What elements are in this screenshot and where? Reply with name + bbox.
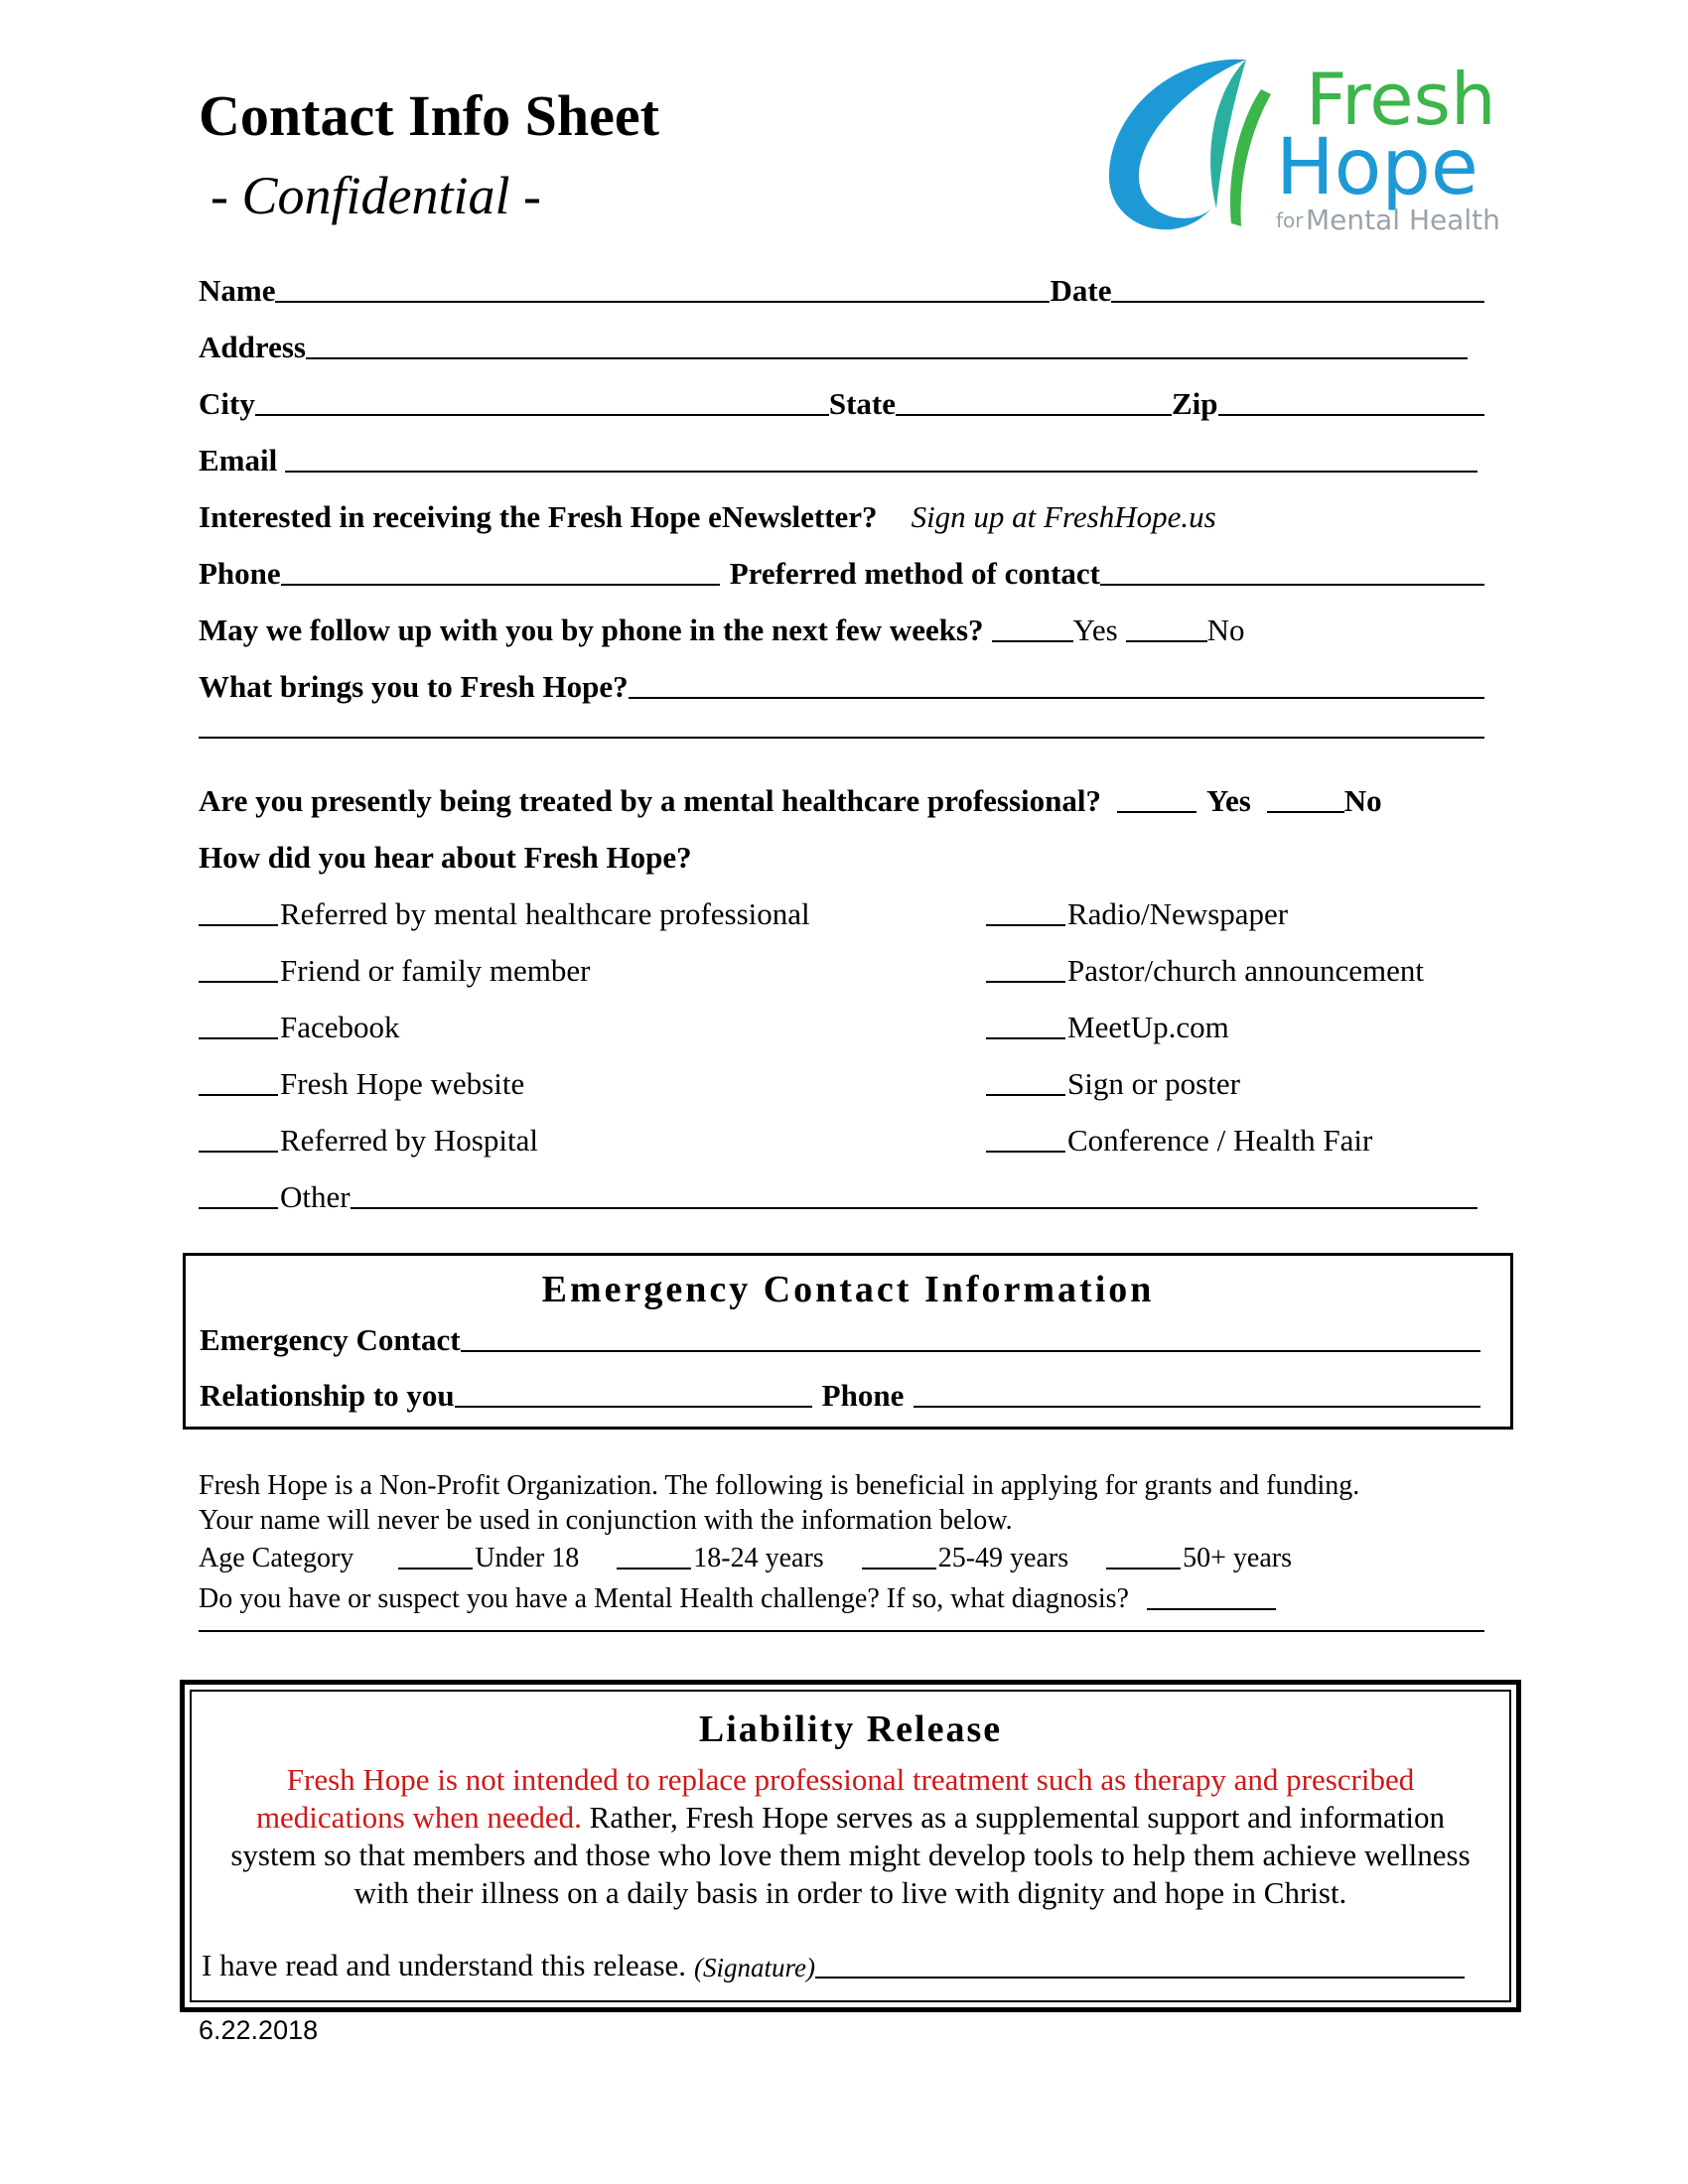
age-18-24-blank[interactable] <box>617 1568 691 1570</box>
hear-option-right-2 <box>986 954 1424 988</box>
emergency-relationship-row <box>200 1379 1480 1413</box>
age-category-label: Age Category <box>199 1543 354 1573</box>
liability-release-box <box>180 1680 1521 2012</box>
demographics-intro-2: Your name will never be used in conjunction with the information below. <box>199 1505 1013 1536</box>
hear-option-right-1 <box>986 897 1288 931</box>
hear-other-blank[interactable] <box>199 1207 278 1209</box>
logo-word-hope: Hope <box>1276 123 1478 212</box>
name-label: Name <box>199 273 276 308</box>
hear-option-right-4 <box>986 1067 1240 1101</box>
hear-option-blank[interactable] <box>199 1094 278 1096</box>
hear-option-blank[interactable] <box>986 1094 1065 1096</box>
treated-yes-blank[interactable] <box>1117 811 1196 813</box>
age-25-49-blank[interactable] <box>862 1568 936 1570</box>
hear-option-blank[interactable] <box>986 981 1065 983</box>
hear-option-label: Pastor/church announcement <box>1067 953 1424 988</box>
demographics-intro-1: Fresh Hope is a Non-Profit Organization. The following is beneficial in applying for grants and funding. <box>199 1470 1360 1501</box>
hear-option-label: MeetUp.com <box>1067 1010 1229 1044</box>
name-field[interactable] <box>275 301 1050 303</box>
diagnosis-question: Do you have or suspect you have a Mental Health challenge? If so, what diagnosis? <box>199 1583 1129 1614</box>
date-label: Date <box>1050 273 1112 308</box>
brings-row <box>199 670 1484 704</box>
revision-date: 6.22.2018 <box>199 2015 319 2045</box>
address-field[interactable] <box>306 357 1468 359</box>
hear-option-label: Conference / Health Fair <box>1067 1123 1373 1158</box>
hear-option-label: Friend or family member <box>280 953 591 988</box>
liability-heading: Liability Release <box>698 1708 1003 1750</box>
hear-option-left-3 <box>199 1011 400 1044</box>
hear-option-blank[interactable] <box>199 1151 278 1153</box>
diagnosis-field[interactable] <box>1147 1608 1276 1610</box>
hear-option-label: Radio/Newspaper <box>1067 896 1289 931</box>
hear-other-field[interactable] <box>351 1207 1477 1209</box>
diagnosis-row-2 <box>199 1630 1484 1637</box>
hear-option-left-2 <box>199 954 591 988</box>
brings-field-line-2[interactable] <box>199 737 1484 739</box>
city-state-zip-row <box>199 387 1484 421</box>
followup-question: May we follow up with you by phone in the next few weeks? <box>199 613 984 647</box>
age-category-row <box>199 1544 1292 1574</box>
hear-option-blank[interactable] <box>199 981 278 983</box>
emergency-phone-label: Phone <box>821 1378 905 1413</box>
emergency-contact-field[interactable] <box>461 1350 1480 1352</box>
emergency-heading: Emergency Contact Information <box>541 1269 1155 1310</box>
followup-yes-label: Yes <box>1072 613 1118 647</box>
liability-body-text: Rather, Fresh Hope serves as a supplemental support and information system so that members and those who love them might develop tools to help them achieve wellness with their illness on a daily basis in order to live with dignity and hope in Christ. <box>230 1800 1471 1910</box>
butterfly-icon <box>1097 50 1276 248</box>
phone-row <box>199 557 1484 591</box>
age-50-plus-blank[interactable] <box>1106 1568 1181 1570</box>
age-25-49-label: 25-49 years <box>937 1543 1069 1573</box>
emergency-contact-label: Emergency Contact <box>200 1322 461 1357</box>
page-title: Contact Info Sheet <box>199 83 659 148</box>
brings-field[interactable] <box>629 697 1484 699</box>
state-label: State <box>828 386 896 421</box>
state-field[interactable] <box>896 414 1172 416</box>
hear-option-left-1 <box>199 897 810 931</box>
relationship-label: Relationship to you <box>200 1378 455 1413</box>
email-label: Email <box>199 443 278 478</box>
diagnosis-row <box>199 1584 1276 1615</box>
emergency-phone-field[interactable] <box>914 1406 1480 1408</box>
hear-option-right-3 <box>986 1011 1229 1044</box>
newsletter-row <box>199 500 1484 534</box>
signature-label: (Signature) <box>694 1953 816 1982</box>
address-row <box>199 331 1468 364</box>
followup-no-label: No <box>1206 613 1245 647</box>
hear-option-label: Sign or poster <box>1067 1066 1240 1101</box>
brings-row-2 <box>199 737 1484 744</box>
hear-option-label: Referred by Hospital <box>280 1123 538 1158</box>
emergency-contact-row <box>200 1323 1480 1357</box>
fresh-hope-logo <box>1097 50 1500 248</box>
signature-field[interactable] <box>815 1977 1465 1979</box>
hear-option-label: Facebook <box>280 1010 400 1044</box>
relationship-field[interactable] <box>455 1406 812 1408</box>
newsletter-question: Interested in receiving the Fresh Hope eNewsletter? <box>199 499 878 534</box>
signature-row <box>202 1948 1465 1983</box>
hear-option-right-5 <box>986 1124 1372 1158</box>
page-subtitle: - Confidential - <box>211 166 541 225</box>
phone-field[interactable] <box>281 584 720 586</box>
city-field[interactable] <box>255 414 829 416</box>
preferred-contact-field[interactable] <box>1100 584 1484 586</box>
treated-row <box>199 784 1460 818</box>
hear-option-blank[interactable] <box>199 924 278 926</box>
hear-option-blank[interactable] <box>986 924 1065 926</box>
hear-option-blank[interactable] <box>986 1151 1065 1153</box>
logo-prefix: for <box>1276 208 1304 232</box>
age-50-plus-label: 50+ years <box>1183 1543 1292 1573</box>
hear-option-left-4 <box>199 1067 524 1101</box>
logo-tagline: Mental Health <box>1306 204 1500 236</box>
diagnosis-field-line-2[interactable] <box>199 1630 1484 1632</box>
followup-row <box>199 614 1484 647</box>
treated-no-label: No <box>1343 783 1382 818</box>
hear-other-row <box>199 1180 1477 1214</box>
followup-yes-blank[interactable] <box>992 640 1073 642</box>
hear-option-left-5 <box>199 1124 538 1158</box>
name-date-row <box>199 274 1484 308</box>
phone-label: Phone <box>199 556 281 591</box>
newsletter-signup-note: Sign up at FreshHope.us <box>911 499 1216 534</box>
hear-option-blank[interactable] <box>199 1037 278 1039</box>
treated-no-blank[interactable] <box>1267 811 1344 813</box>
emergency-contact-box <box>183 1253 1513 1430</box>
age-18-24-label: 18-24 years <box>693 1543 824 1573</box>
ack-text: I have read and understand this release. <box>202 1948 687 1982</box>
followup-no-blank[interactable] <box>1126 640 1207 642</box>
hear-option-blank[interactable] <box>986 1037 1065 1039</box>
treated-yes-label: Yes <box>1206 783 1251 818</box>
email-row <box>199 444 1477 478</box>
city-label: City <box>199 386 255 421</box>
liability-red-text: Fresh Hope is not intended to replace professional treatment such as therapy and prescribed medications when needed. <box>255 1762 1415 1835</box>
age-under-18-blank[interactable] <box>398 1568 473 1570</box>
brings-question: What brings you to Fresh Hope? <box>199 669 629 704</box>
email-field[interactable] <box>285 471 1477 473</box>
liability-text <box>211 1761 1489 1912</box>
preferred-contact-label: Preferred method of contact <box>729 556 1100 591</box>
zip-field[interactable] <box>1218 414 1484 416</box>
logo-word-fresh: Fresh <box>1306 58 1496 141</box>
hear-other-label: Other <box>280 1179 351 1214</box>
age-under-18-label: Under 18 <box>475 1543 580 1573</box>
hear-question: How did you hear about Fresh Hope? <box>199 840 692 875</box>
treated-question: Are you presently being treated by a mental healthcare professional? <box>199 783 1102 818</box>
address-label: Address <box>199 330 306 364</box>
date-field[interactable] <box>1111 301 1484 303</box>
hear-option-label: Fresh Hope website <box>280 1066 525 1101</box>
hear-question-row <box>199 841 1484 875</box>
zip-label: Zip <box>1171 386 1218 421</box>
hear-option-label: Referred by mental healthcare professional <box>280 896 810 931</box>
